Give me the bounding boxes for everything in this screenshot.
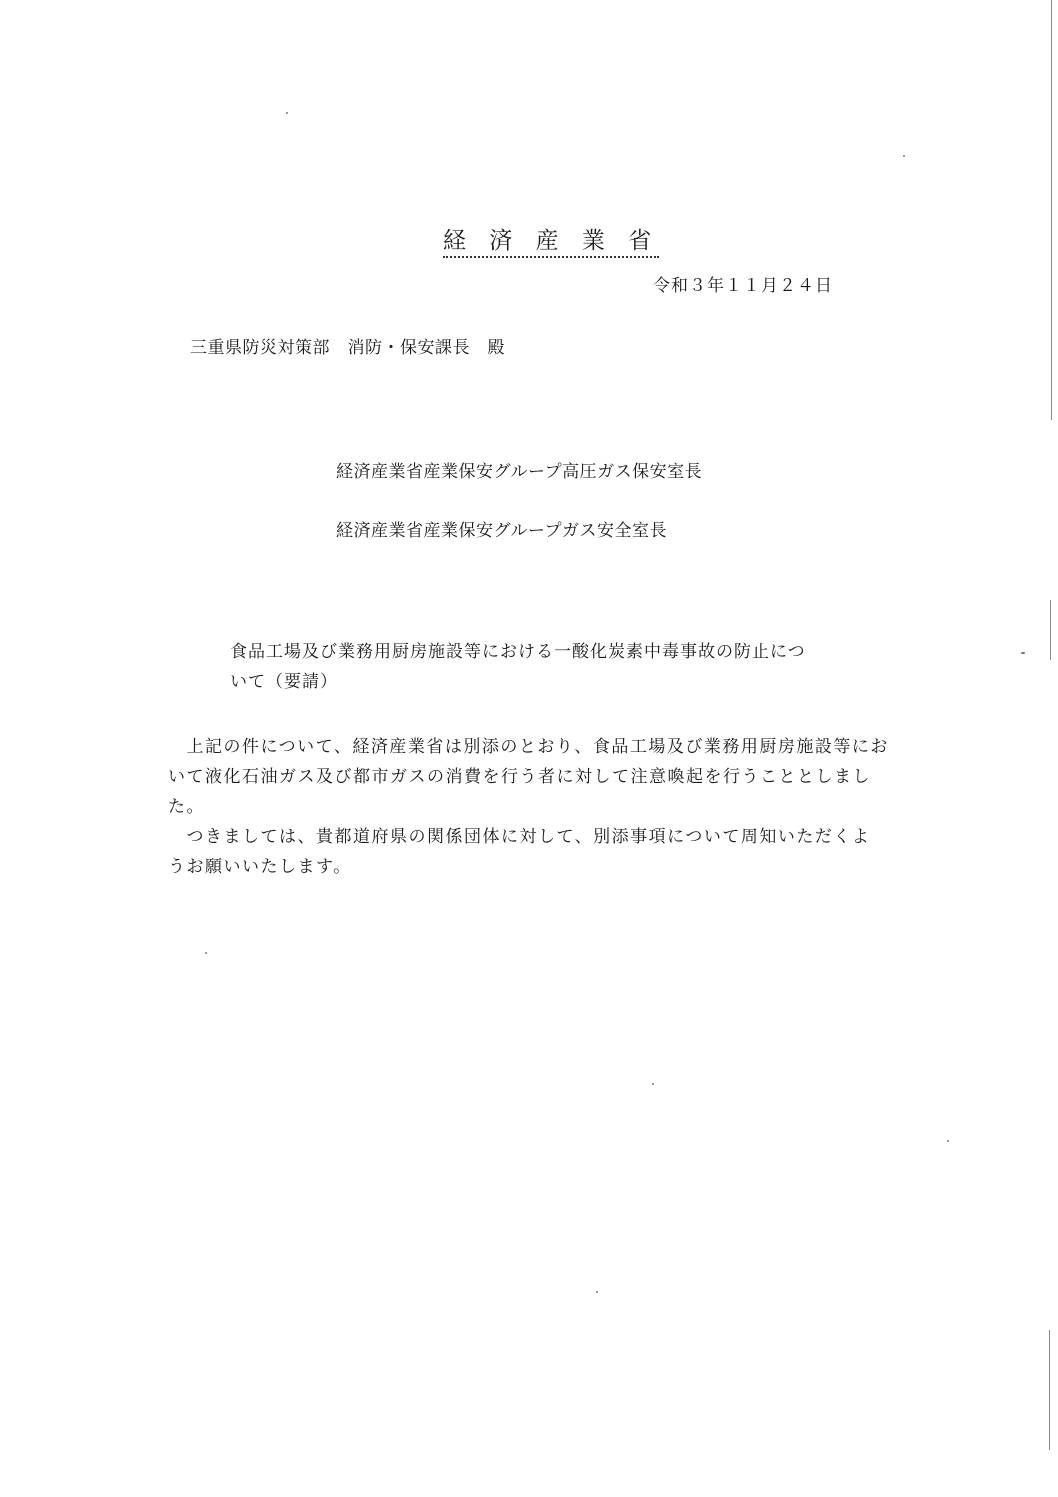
scan-speck [286, 112, 288, 114]
body-text-line: うお願いいたします。 [168, 857, 352, 877]
sender-line: 経済産業省産業保安グループ高圧ガス保安室長 [336, 462, 703, 482]
recipient-line: 三重県防災対策部 消防・保安課長 殿 [190, 338, 505, 358]
scan-speck [205, 952, 207, 954]
document-date: 令和３年１１月２４日 [653, 276, 833, 296]
sender-line: 経済産業省産業保安グループガス安全室長 [336, 521, 667, 541]
scan-speck [596, 1291, 598, 1293]
scan-edge-mark [1051, 0, 1052, 420]
subject-line: いて（要請） [230, 672, 338, 692]
scan-speck [652, 1083, 654, 1085]
body-text-line: 上記の件について、経済産業省は別添のとおり、食品工場及び業務用厨房施設等にお [168, 737, 889, 757]
body-text-line: いて液化石油ガス及び都市ガスの消費を行う者に対して注意喚起を行うこととしまし [168, 767, 871, 787]
scan-speck [947, 1140, 949, 1142]
scan-edge-mark [1050, 600, 1051, 660]
scan-speck [903, 155, 905, 157]
ministry-stamp: 経 済 産 業 省 [443, 222, 659, 258]
body-text-line: つきましては、貴都道府県の関係団体に対して、別添事項について周知いただくよ [168, 827, 871, 847]
subject-line: 食品工場及び業務用厨房施設等における一酸化炭素中毒事故の防止につ [230, 642, 806, 662]
scan-speck [1021, 652, 1025, 654]
scan-edge-mark [1049, 1330, 1050, 1450]
body-text-line: た。 [168, 797, 205, 817]
